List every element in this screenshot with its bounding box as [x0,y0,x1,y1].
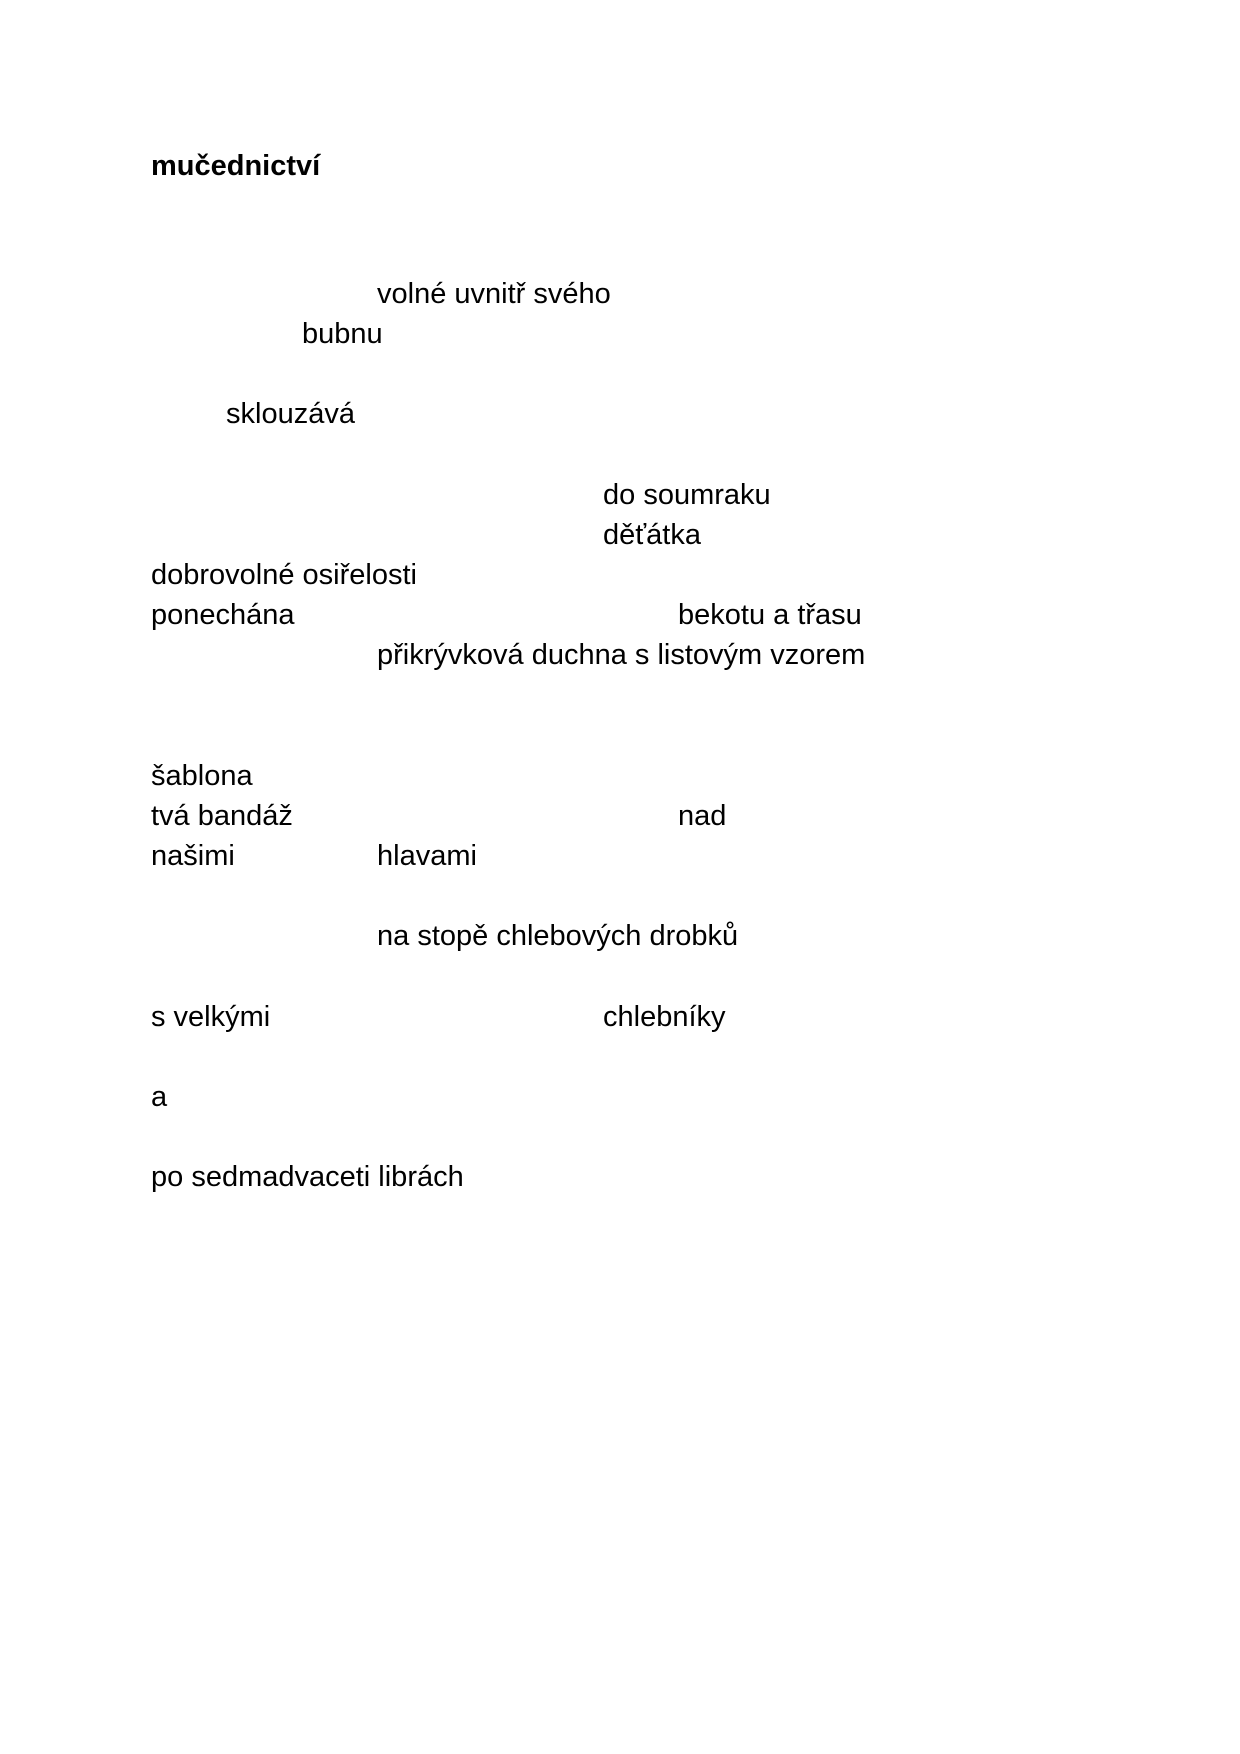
poem-line: chlebníky [603,1001,726,1033]
poem-line: tvá bandáž [151,800,293,832]
poem-line: volné uvnitř svého [377,278,611,310]
poem-line: hlavami [377,840,477,872]
poem-line: a [151,1081,168,1113]
poem-line: děťátka [603,519,701,551]
poem-title: mučednictví [151,150,321,182]
poem-line: bubnu [302,318,383,350]
poem-line: sklouzává [226,398,355,430]
poem-line: dobrovolné osiřelosti [151,559,417,591]
poem-line: bekotu a třasu [678,599,862,631]
poem-line: po sedmadvaceti librách [151,1161,464,1193]
poem-line: ponechána [151,599,295,631]
poem-line: do soumraku [603,479,771,511]
poem-line: přikrývková duchna s listovým vzorem [377,639,866,671]
poem-line: našimi [151,840,235,872]
poem-line: s velkými [151,1001,271,1033]
poem-line: šablona [151,760,253,792]
poem-line: na stopě chlebových drobků [377,920,739,952]
poem-line: nad [678,800,727,832]
